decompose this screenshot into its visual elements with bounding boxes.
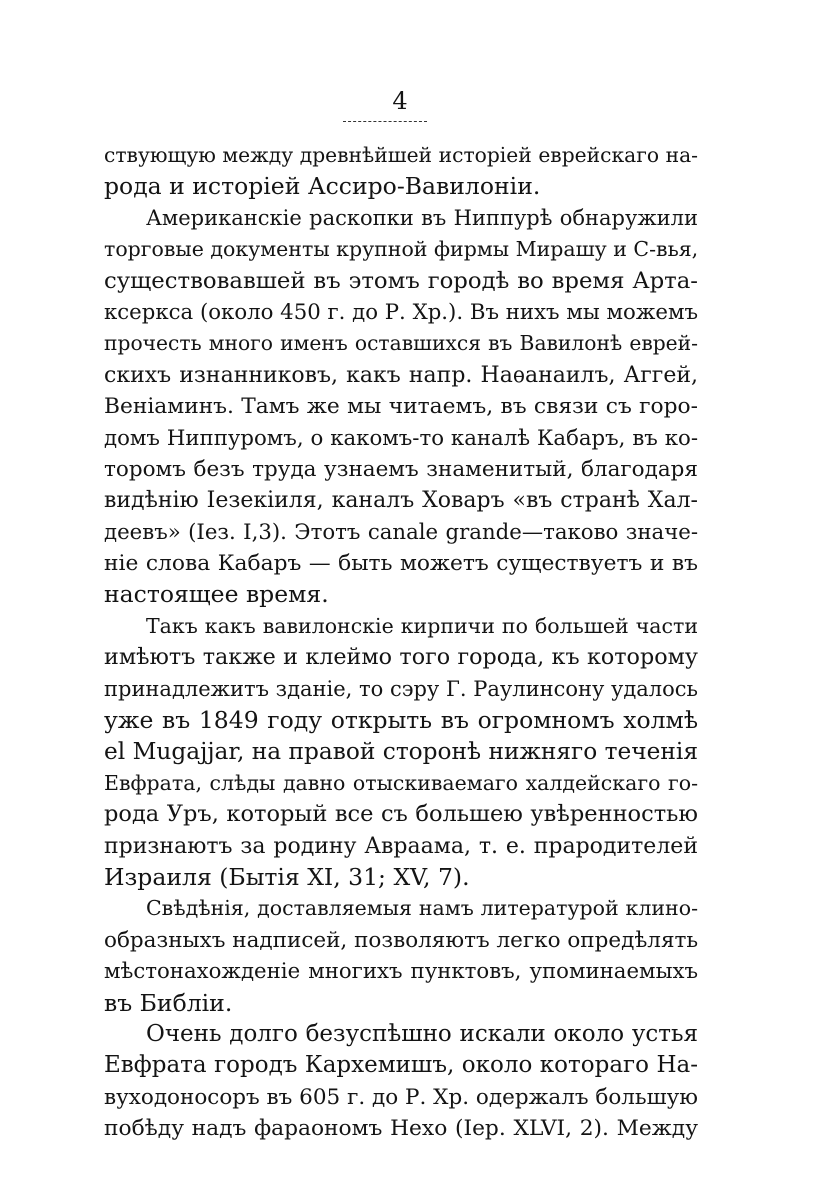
body-text — [104, 140, 698, 1145]
text-line: ніе слова Кабаръ — быть можетъ существуетъ и въ — [104, 551, 698, 577]
text-line: мѣстонахожденіе многихъ пунктовъ, упоминаемыхъ — [104, 959, 698, 985]
text-line: домъ Ниппуромъ, о какомъ-то каналѣ Кабаръ, въ ко- — [104, 425, 698, 451]
text-line: существовавшей въ этомъ городѣ во время Арта- — [104, 267, 698, 294]
text-line: рода Уръ, который все съ большею увѣренностью — [104, 801, 698, 828]
text-line: видѣнію Іезекіиля, каналъ Ховаръ «въ странѣ Хал- — [104, 488, 698, 514]
text-line: въ Библіи. — [104, 988, 233, 1017]
text-line: торговые документы крупной фирмы Мирашу и С-вья, — [104, 237, 699, 262]
text-line: торомъ безъ труда узнаемъ знаменитый, благодаря — [104, 456, 698, 482]
text-line: Такъ какъ вавилонскіе кирпичи по большей части — [146, 613, 698, 638]
text-line: побѣду надъ фараономъ Нехо (Іер. XLVI, 2). Между — [104, 1116, 698, 1142]
text-line: имѣютъ также и клеймо того города, къ которому — [104, 644, 698, 671]
text-line: настоящее время. — [104, 580, 329, 609]
text-line: скихъ изнанниковъ, какъ напр. Наѳанаилъ, Аггей, — [104, 362, 698, 388]
text-line: Американскіе раскопки въ Ниппурѣ обнаружили — [146, 205, 698, 230]
text-line: прочесть много именъ оставшихся въ Вавилонѣ еврей- — [104, 331, 698, 356]
text-line: ксеркса (около 450 г. до Р. Хр.). Въ нихъ мы можемъ — [104, 299, 699, 325]
text-line: уже въ 1849 году открыть въ огромномъ холмѣ — [104, 706, 698, 735]
text-line: признаютъ за родину Авраама, т. е. прародителей — [104, 833, 698, 859]
text-line: Израиля (Бытія XI, 31; XV, 7). — [104, 862, 470, 891]
text-line: рода и исторіей Ассиро-Вавилоніи. — [104, 172, 541, 201]
text-line: el Mugajjar, на правой сторонѣ нижняго теченія — [104, 738, 698, 766]
text-line: вуходоносоръ въ 605 г. до Р. Хр. одержалъ большую — [104, 1084, 698, 1110]
text-line: Веніаминъ. Тамъ же мы читаемъ, въ связи съ горо- — [104, 394, 698, 420]
page-number: 4 — [392, 87, 408, 115]
text-line: образныхъ надписей, позволяютъ легко опредѣлять — [104, 927, 699, 953]
text-line: деевъ» (Іез. I,3). Этотъ canale grande—таково значе- — [104, 519, 698, 545]
text-line: Евфрата городъ Кархемишъ, около котораго На- — [104, 1052, 698, 1079]
text-line: принадлежитъ зданіе, то сэру Г. Раулинсону удалось — [104, 676, 698, 701]
text-line: Свѣдѣнія, доставляемыя намъ литературой клино- — [146, 896, 698, 921]
text-line: ствующую между древнѣйшей исторіей еврейскаго на- — [104, 143, 698, 167]
page-number-rule — [343, 121, 427, 122]
text-line: Евфрата, слѣды давно отыскиваемаго халдейскаго го- — [104, 770, 698, 795]
text-line: Очень долго безуспѣшно искали около устья — [146, 1020, 698, 1047]
